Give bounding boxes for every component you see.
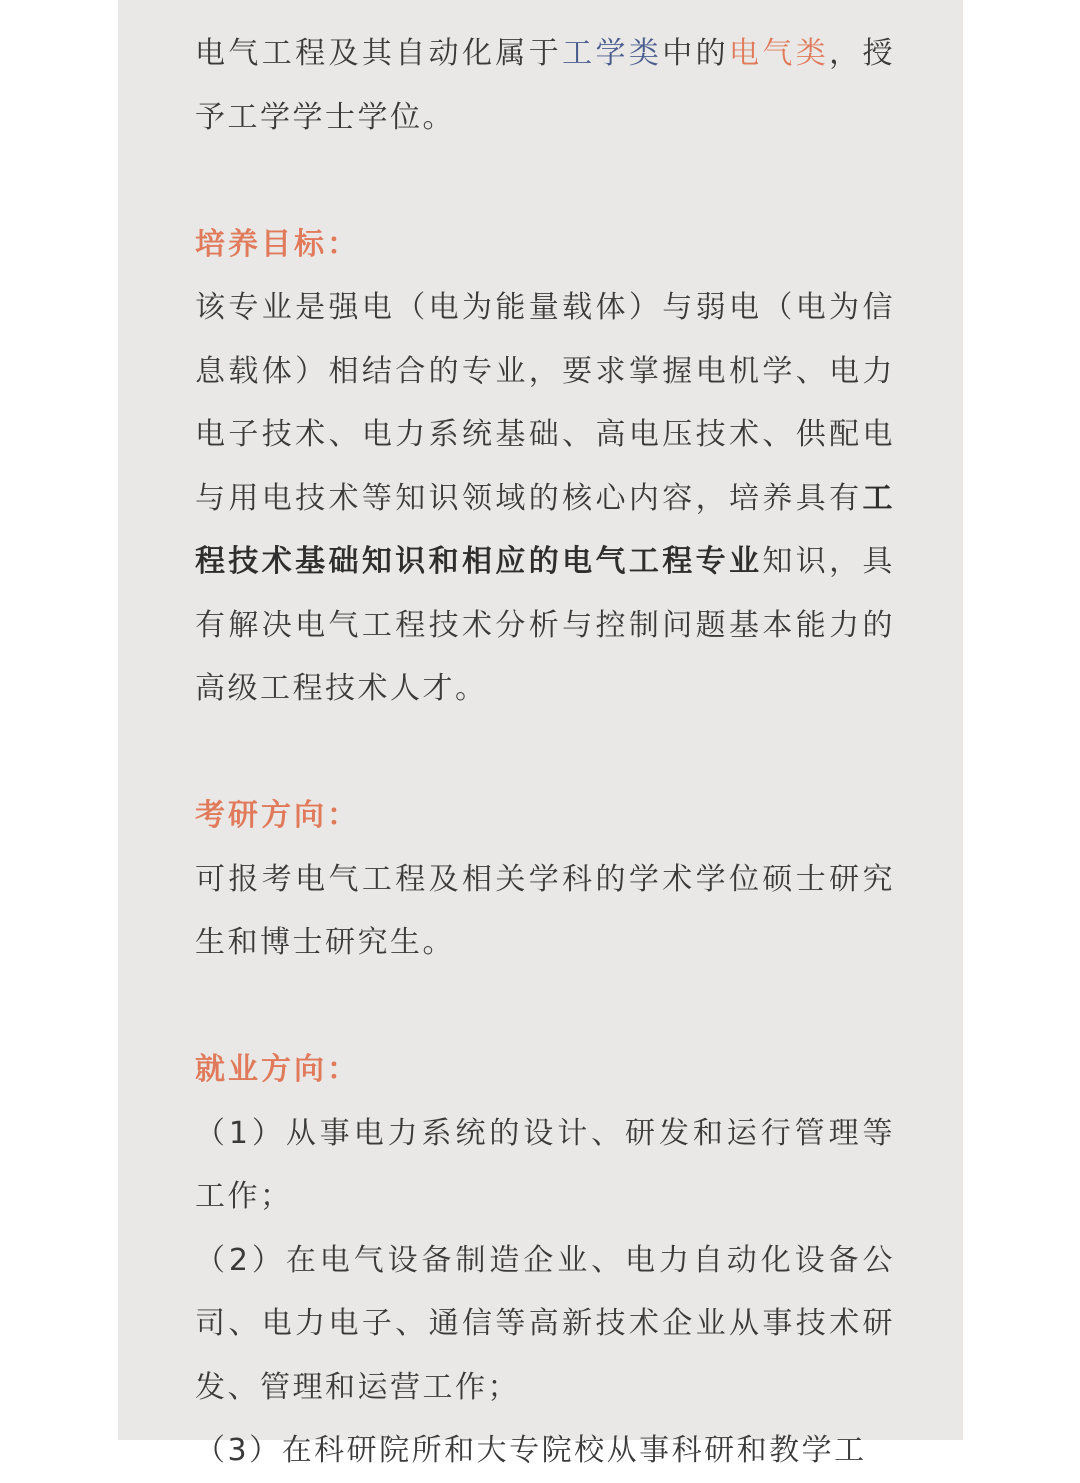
intro-text-3: ，授予工学学士学位。 <box>195 36 895 135</box>
grad-heading: 考研方向： <box>195 798 360 833</box>
goals-bold-text: 工程技术基础知识和相应的电气工程专业 <box>195 480 895 579</box>
category-electrical: 电气类 <box>729 36 830 71</box>
goals-heading: 培养目标： <box>195 226 360 262</box>
section-spacer <box>195 975 895 1039</box>
section-spacer <box>195 721 895 785</box>
intro-paragraph <box>195 22 895 149</box>
career-heading: 就业方向： <box>195 1052 360 1087</box>
intro-text-1: 电气工程及其自动化属于 <box>195 36 563 71</box>
grad-paragraph: 可报考电气工程及相关学科的学术学位硕士研究生和博士研究生。 <box>195 861 895 960</box>
career-item-3: （3）在科研院所和大专院校从事科研和教学工 <box>195 1433 867 1468</box>
career-item-2: （2）在电气设备制造企业、电力自动化设备公司、电力电子、通信等高新技术企业从事技术研发、管理和运营工作； <box>195 1242 895 1405</box>
article-page <box>118 0 963 1468</box>
intro-text-2: 中的 <box>662 36 729 71</box>
goals-text-2: 知识，具有解决电气工程技术分析与控制问题基本能力的高级工程技术人才。 <box>195 544 895 706</box>
category-engineering: 工学类 <box>562 36 663 71</box>
section-spacer <box>195 149 895 213</box>
career-item-1: （1）从事电力系统的设计、研发和运行管理等工作； <box>195 1115 895 1214</box>
article-content <box>195 22 895 1483</box>
goals-text-1: 该专业是强电（电为能量载体）与弱电（电为信息载体）相结合的专业，要求掌握电机学、电力电子技术、电力系统基础、高电压技术、供配电与用电技术等知识领域的核心内容，培养具有 <box>195 290 895 516</box>
goals-paragraph <box>195 276 895 721</box>
